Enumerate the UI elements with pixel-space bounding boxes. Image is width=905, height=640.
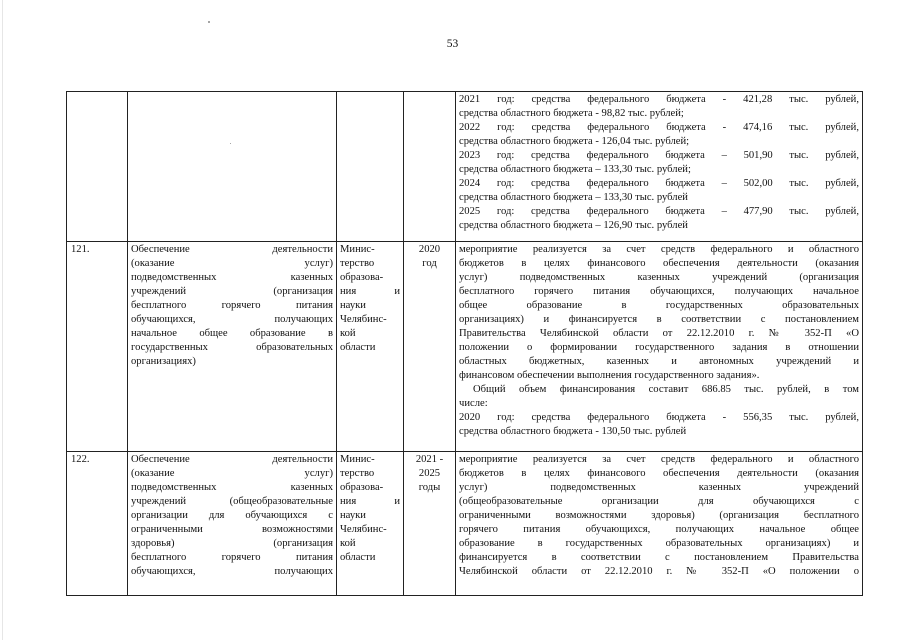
- text-line: 2021 год: средства федерального бюджета - 421,28 тыс. рублей,: [459, 94, 859, 105]
- page-number: 53: [446, 38, 459, 50]
- text-line: ния и: [340, 286, 400, 297]
- executor: [337, 452, 404, 596]
- text-line: 2022 год: средства федерального бюджета - 474,16 тыс. рублей,: [459, 122, 859, 133]
- measure-name: [128, 242, 337, 452]
- measure-name: [128, 452, 337, 596]
- text-line: финансируется в соответствии с постановлением Правительства: [459, 552, 859, 563]
- text-line: подведомственных казенных: [131, 272, 333, 283]
- table-row: [67, 92, 863, 242]
- text-line: год: [422, 258, 437, 269]
- text-line: образование в государственных образовательных организациях) и: [459, 538, 859, 549]
- text-line: ния и: [340, 496, 400, 507]
- period: [404, 452, 456, 596]
- text-line: терство: [340, 258, 375, 269]
- text-line: (оказание услуг): [131, 468, 333, 479]
- text-line: ограниченными возможностями здоровья) (организация бесплатного: [459, 510, 859, 521]
- text-line: 2025: [418, 468, 441, 479]
- row-number: [67, 92, 128, 242]
- period: [404, 242, 456, 452]
- text-line: Общий объем финансирования составит 686.85 тыс. рублей, в том: [473, 384, 859, 395]
- text-line: образова-: [340, 272, 384, 283]
- text-line: области: [340, 552, 376, 563]
- text-line: средства областного бюджета - 126,04 тыс. рублей;: [459, 136, 690, 147]
- text-line: финансовом обеспечении выполнения государственного задания».: [459, 370, 760, 381]
- text-line: кой: [340, 328, 356, 339]
- text-line: мероприятие реализуется за счет средств федерального и областного: [459, 244, 859, 255]
- text-line: образова-: [340, 482, 384, 493]
- measure-content: [456, 92, 863, 242]
- text-line: 2023 год: средства федерального бюджета – 501,90 тыс. рублей,: [459, 150, 859, 161]
- text-line: Челябинской области от 22.12.2010 г. № 352-П «О положении о: [459, 566, 859, 577]
- text-line: бесплатного горячего питания: [131, 552, 333, 563]
- scan-speck: [208, 21, 210, 23]
- text-line: 2020 год: средства федерального бюджета - 556,35 тыс. рублей,: [459, 412, 859, 423]
- text-line: бюджетов в целях финансового обеспечения деятельности (оказания: [459, 258, 859, 269]
- measure-content: [456, 242, 863, 452]
- text-line: учреждений (общеобразовательные: [131, 496, 333, 507]
- text-line: бесплатного горячего питания: [131, 300, 333, 311]
- text-line: положении о формировании государственного задания в отношении: [459, 342, 859, 353]
- text-line: Обеспечение деятельности: [131, 244, 333, 255]
- text-line: Челябинс-: [340, 314, 387, 325]
- text-line: учреждений (организация: [131, 286, 333, 297]
- executor: [337, 92, 404, 242]
- table-row: [67, 242, 863, 452]
- text-line: организации для обучающихся с: [131, 510, 333, 521]
- text-line: мероприятие реализуется за счет средств федерального и областного: [459, 454, 859, 465]
- text-line: обучающихся, получающих: [131, 314, 333, 325]
- text-line: государственных образовательных: [131, 342, 333, 353]
- text-line: (общеобразовательные организации для обучающихся с: [459, 496, 859, 507]
- text-line: (оказание услуг): [131, 258, 333, 269]
- executor: [337, 242, 404, 452]
- row-number: 122.: [67, 452, 128, 596]
- text-line: средства областного бюджета – 133,30 тыс. рублей: [459, 192, 688, 203]
- text-line: подведомственных казенных: [131, 482, 333, 493]
- text-line: 2024 год: средства федерального бюджета – 502,00 тыс. рублей,: [459, 178, 859, 189]
- text-line: организациях): [131, 356, 196, 367]
- text-line: Минис-: [340, 244, 375, 255]
- text-line: начальное общее образование в: [131, 328, 333, 339]
- text-line: средства областного бюджета - 98,82 тыс. рублей;: [459, 108, 684, 119]
- text-line: горячего питания обучающихся, получающих начальное общее: [459, 524, 859, 535]
- text-line: годы: [418, 482, 441, 493]
- row-number: 121.: [67, 242, 128, 452]
- text-line: областных бюджетных, казенных и автономных учреждений и: [459, 356, 859, 367]
- measures-table: [66, 91, 863, 596]
- text-line: 2025 год: средства федерального бюджета – 477,90 тыс. рублей,: [459, 206, 859, 217]
- text-line: кой: [340, 538, 356, 549]
- text-line: здоровья) (организация: [131, 538, 333, 549]
- text-line: науки: [340, 510, 366, 521]
- text-line: обучающихся, получающих: [131, 566, 333, 577]
- text-line: ограниченными возможностями: [131, 524, 333, 535]
- scan-left-edge: [2, 0, 3, 640]
- text-line: общее образование в государственных образовательных: [459, 300, 859, 311]
- measure-content: [456, 452, 863, 596]
- text-line: Правительства Челябинской области от 22.12.2010 г. № 352-П «О: [459, 328, 859, 339]
- measure-name: [128, 92, 337, 242]
- text-line: организациях) и финансируется в соответствии с постановлением: [459, 314, 859, 325]
- table-row: [67, 452, 863, 596]
- period: [404, 92, 456, 242]
- text-line: средства областного бюджета - 130,50 тыс. рублей: [459, 426, 687, 437]
- text-line: Обеспечение деятельности: [131, 454, 333, 465]
- text-line: Челябинс-: [340, 524, 387, 535]
- text-line: 2021 -: [415, 454, 444, 465]
- text-line: Минис-: [340, 454, 375, 465]
- text-line: науки: [340, 300, 366, 311]
- text-line: терство: [340, 468, 375, 479]
- text-line: числе:: [459, 398, 488, 409]
- text-line: услуг) подведомственных казенных учреждений: [459, 482, 859, 493]
- text-line: средства областного бюджета – 133,30 тыс. рублей;: [459, 164, 691, 175]
- text-line: области: [340, 342, 376, 353]
- text-line: бюджетов в целях финансового обеспечения деятельности (оказания: [459, 468, 859, 479]
- text-line: средства областного бюджета – 126,90 тыс. рублей: [459, 220, 688, 231]
- text-line: услуг) подведомственных казенных учреждений (организация: [459, 272, 859, 283]
- text-line: 2020: [418, 244, 441, 255]
- text-line: бесплатного горячего питания обучающихся, получающих начальное: [459, 286, 859, 297]
